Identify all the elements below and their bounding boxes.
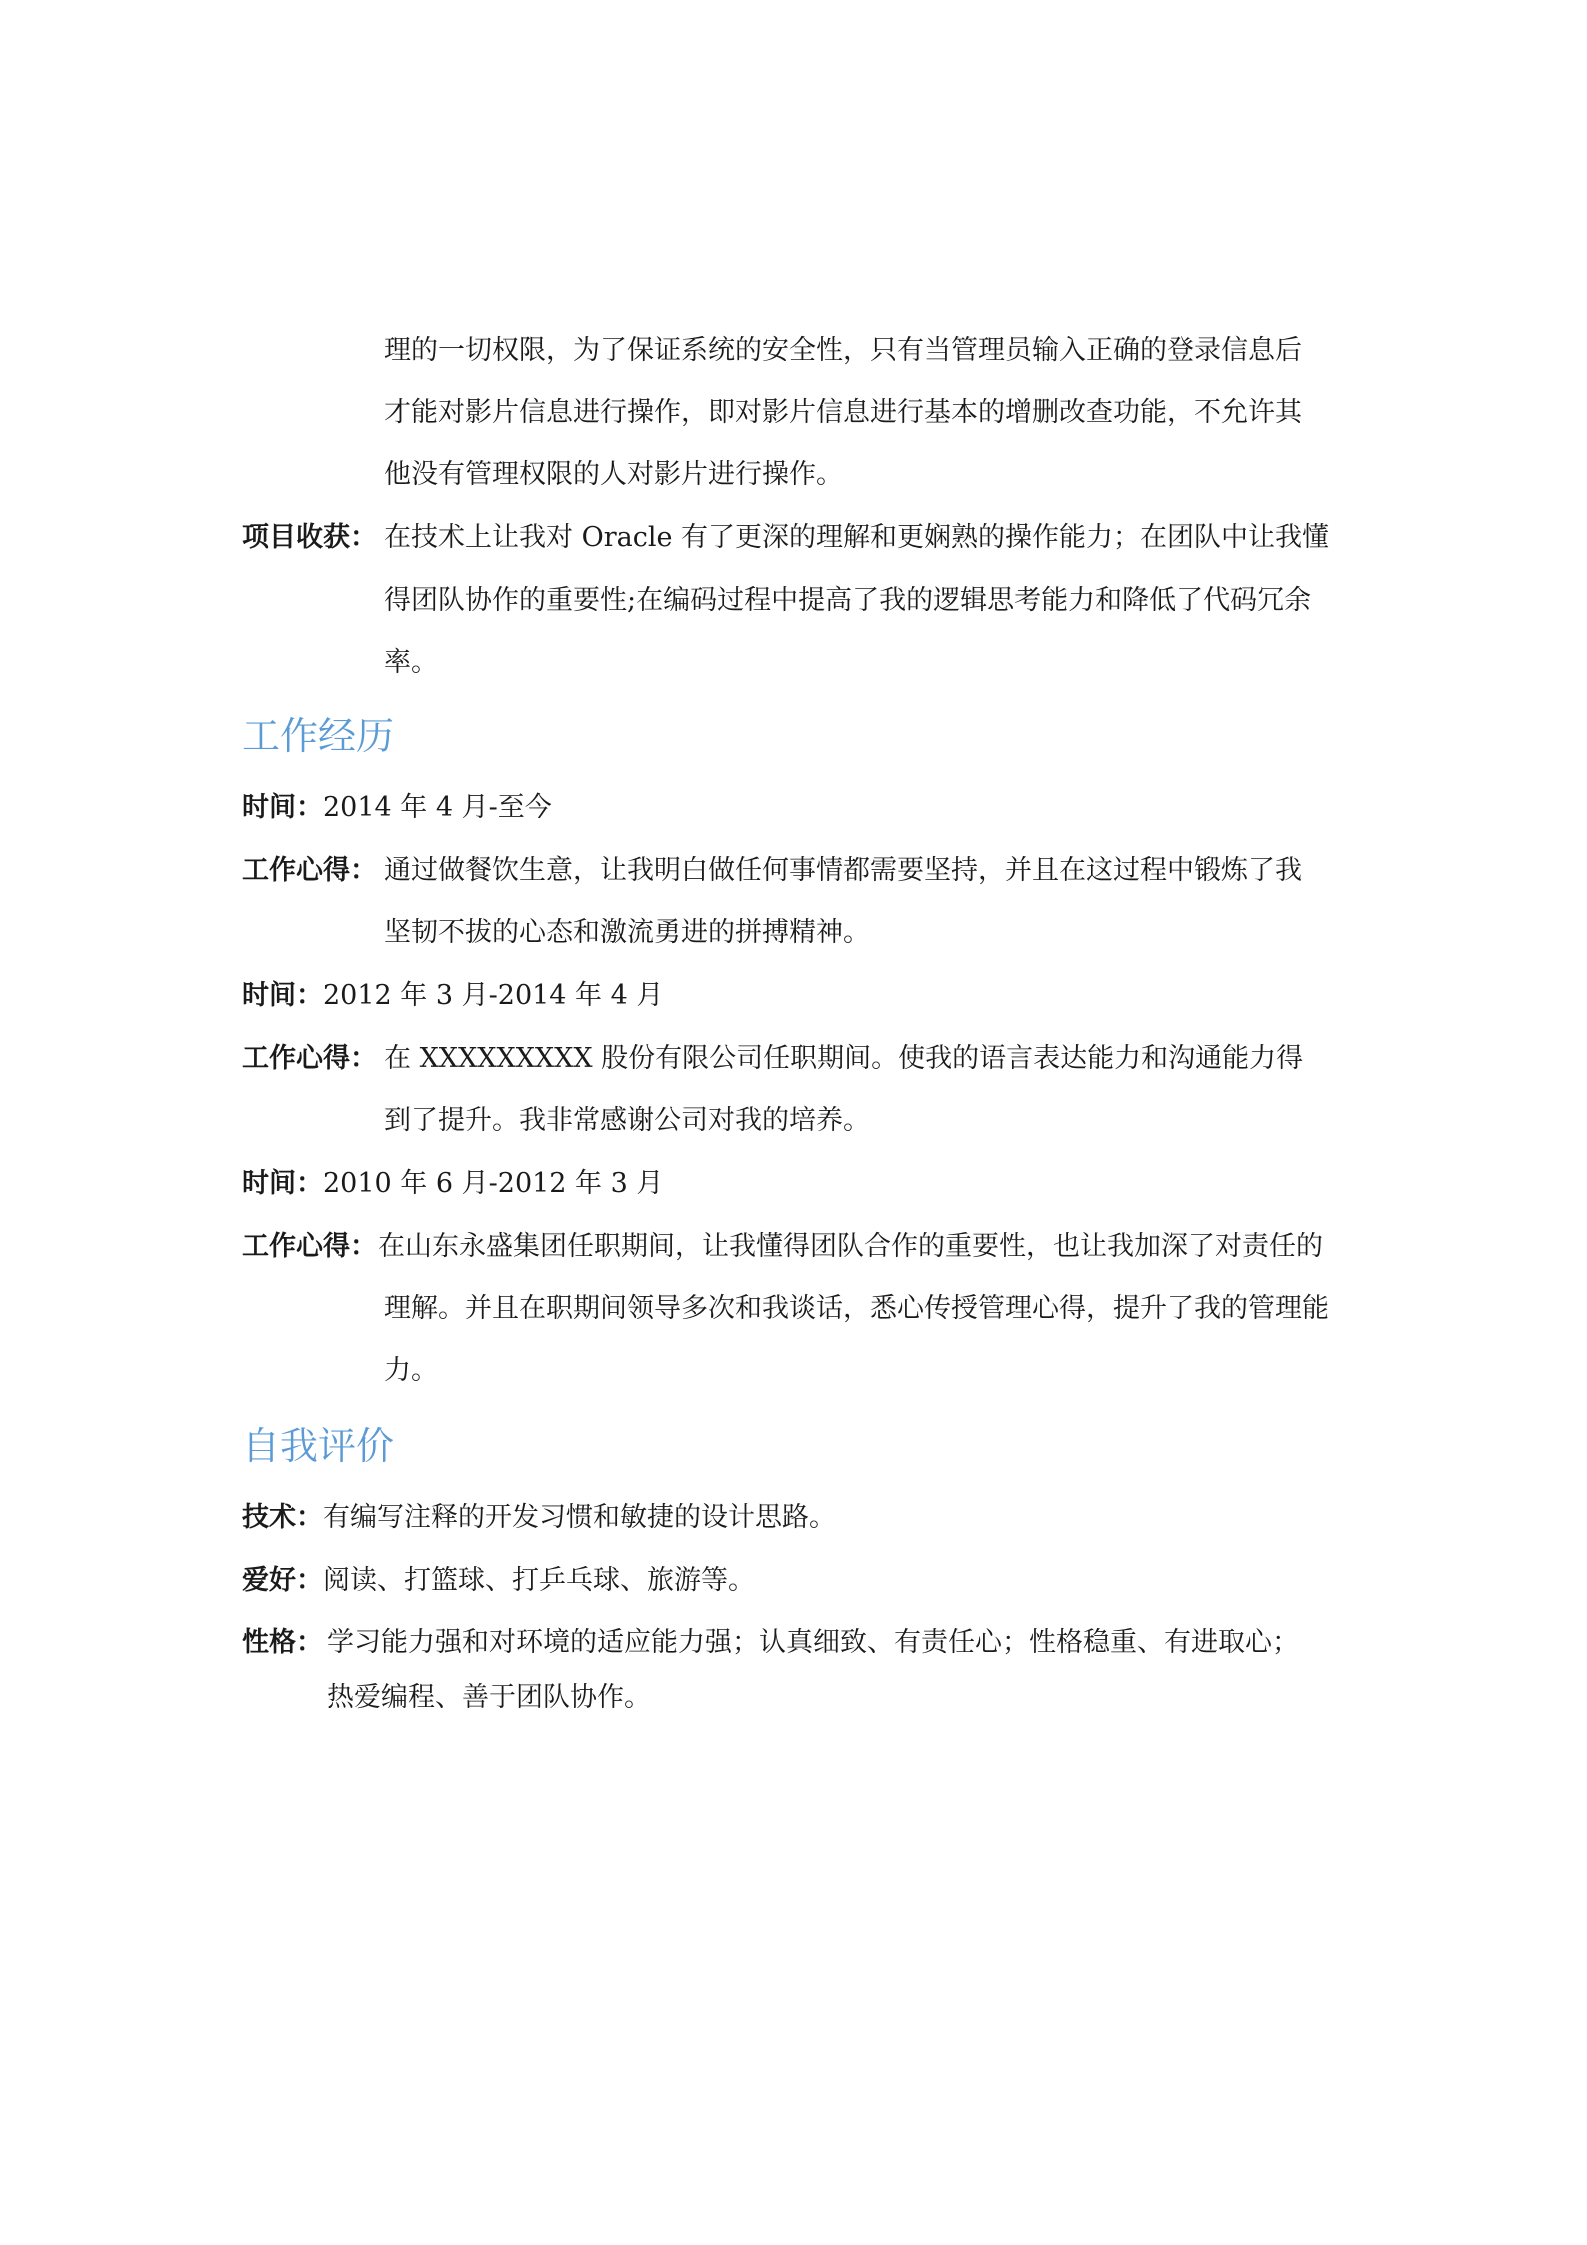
- skill-row: [242, 1500, 836, 1536]
- job-experience-line: 坚韧不拔的心态和激流勇进的拼搏精神。: [384, 917, 870, 948]
- character-line: 学习能力强和对环境的适应能力强；认真细致、有责任心；性格稳重、有进取心；: [327, 1627, 1299, 1658]
- hobby-row: [242, 1563, 755, 1599]
- time-label: 时间：: [242, 792, 323, 823]
- job-time-row: [242, 978, 663, 1014]
- experience-label: 工作心得：: [242, 855, 377, 886]
- project-description-line: 他没有管理权限的人对影片进行操作。: [384, 459, 843, 490]
- job-experience-line: 在 XXXXXXXXX 股份有限公司任职期间。使我的语言表达能力和沟通能力得: [384, 1043, 1304, 1074]
- experience-label: 工作心得：: [242, 1043, 377, 1074]
- skill-label: 技术：: [242, 1502, 323, 1533]
- job-time-row: [242, 1166, 663, 1202]
- hobby-label: 爱好：: [242, 1565, 323, 1596]
- character-label: 性格：: [242, 1627, 323, 1658]
- character-line: 热爱编程、善于团队协作。: [327, 1682, 651, 1713]
- project-gain-label: 项目收获：: [242, 522, 377, 553]
- job-time-value: 2014 年 4 月-至今: [323, 792, 552, 823]
- job-time-value: 2010 年 6 月-2012 年 3 月: [323, 1168, 664, 1199]
- job-time-row: [242, 790, 552, 826]
- job-experience-line: 在山东永盛集团任职期间，让我懂得团队合作的重要性，也让我加深了对责任的: [378, 1231, 1323, 1262]
- skill-text: 有编写注释的开发习惯和敏捷的设计思路。: [323, 1502, 836, 1533]
- job-experience-line: 到了提升。我非常感谢公司对我的培养。: [384, 1105, 870, 1136]
- hobby-text: 阅读、打篮球、打乒乓球、旅游等。: [323, 1565, 755, 1596]
- project-description-line: 理的一切权限，为了保证系统的安全性，只有当管理员输入正确的登录信息后: [384, 335, 1302, 366]
- project-gain-line: 在技术上让我对 Oracle 有了更深的理解和更娴熟的操作能力；在团队中让我懂: [384, 522, 1330, 553]
- job-time-value: 2012 年 3 月-2014 年 4 月: [323, 980, 664, 1011]
- experience-label: 工作心得：: [242, 1231, 377, 1262]
- time-label: 时间：: [242, 1168, 323, 1199]
- project-gain-line: 得团队协作的重要性;在编码过程中提高了我的逻辑思考能力和降低了代码冗余: [384, 585, 1312, 616]
- project-description-line: 才能对影片信息进行操作，即对影片信息进行基本的增删改查功能，不允许其: [384, 397, 1302, 428]
- job-experience-line: 理解。并且在职期间领导多次和我谈话，悉心传授管理心得，提升了我的管理能: [384, 1293, 1329, 1324]
- job-experience-line: 力。: [384, 1355, 438, 1386]
- job-experience-line: 通过做餐饮生意，让我明白做任何事情都需要坚持，并且在这过程中锻炼了我: [384, 855, 1302, 886]
- time-label: 时间：: [242, 980, 323, 1011]
- work-experience-heading: 工作经历: [242, 714, 395, 758]
- project-gain-line: 率。: [384, 647, 438, 678]
- self-evaluation-heading: 自我评价: [242, 1424, 395, 1468]
